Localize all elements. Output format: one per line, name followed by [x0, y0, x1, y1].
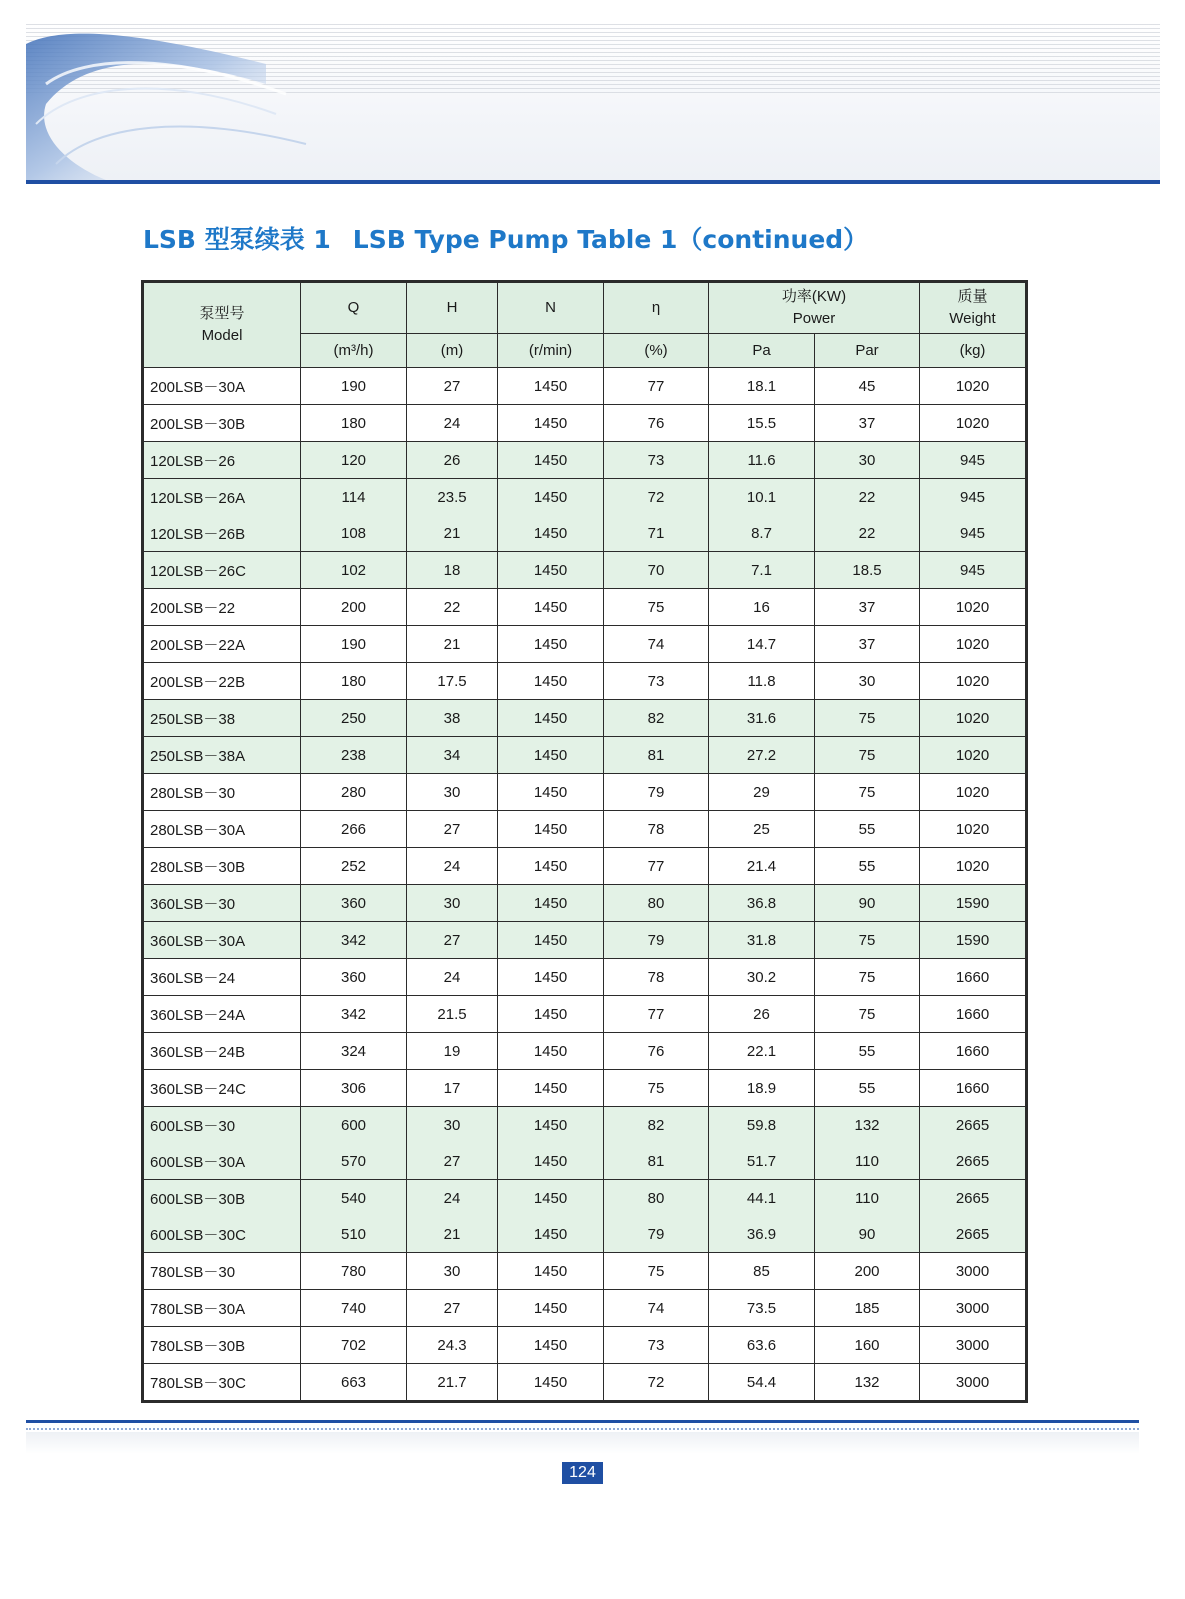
table-row	[144, 1107, 1026, 1144]
cell-eta: 75	[604, 589, 709, 626]
cell-n: 1450	[498, 479, 604, 516]
cell-eta: 82	[604, 1107, 709, 1144]
table-row	[144, 1253, 1026, 1290]
cell-q: 120	[301, 442, 407, 479]
cell-par: 132	[815, 1107, 920, 1144]
cell-n: 1450	[498, 1180, 604, 1217]
cell-weight: 1020	[920, 811, 1026, 848]
cell-h: 30	[407, 1253, 498, 1290]
cell-weight: 1020	[920, 663, 1026, 700]
header-n: N	[498, 283, 604, 334]
cell-weight: 1020	[920, 737, 1026, 774]
cell-eta: 73	[604, 1327, 709, 1364]
cell-eta: 72	[604, 479, 709, 516]
cell-eta: 73	[604, 663, 709, 700]
cell-h: 24	[407, 1180, 498, 1217]
cell-q: 102	[301, 552, 407, 589]
cell-pa: 16	[709, 589, 815, 626]
cell-h: 30	[407, 774, 498, 811]
cell-par: 55	[815, 848, 920, 885]
cell-q: 570	[301, 1143, 407, 1180]
cell-model: 200LSB－30A	[144, 368, 301, 405]
table-row	[144, 405, 1026, 442]
cell-h: 21	[407, 515, 498, 552]
footer-rule	[26, 1420, 1139, 1423]
cell-q: 510	[301, 1216, 407, 1253]
cell-n: 1450	[498, 1070, 604, 1107]
cell-eta: 79	[604, 1216, 709, 1253]
cell-weight: 3000	[920, 1253, 1026, 1290]
cell-q: 180	[301, 663, 407, 700]
cell-weight: 1020	[920, 774, 1026, 811]
table-row	[144, 811, 1026, 848]
cell-q: 108	[301, 515, 407, 552]
cell-pa: 8.7	[709, 515, 815, 552]
cell-model: 280LSB－30B	[144, 848, 301, 885]
cell-n: 1450	[498, 368, 604, 405]
cell-weight: 1020	[920, 368, 1026, 405]
cell-par: 110	[815, 1180, 920, 1217]
cell-pa: 14.7	[709, 626, 815, 663]
cell-pa: 18.1	[709, 368, 815, 405]
cell-pa: 18.9	[709, 1070, 815, 1107]
header-weight-zh: 质量	[957, 288, 988, 305]
cell-eta: 81	[604, 737, 709, 774]
header-model	[144, 283, 301, 368]
cell-weight: 2665	[920, 1143, 1026, 1180]
cell-par: 37	[815, 626, 920, 663]
cell-pa: 44.1	[709, 1180, 815, 1217]
cell-model: 600LSB－30C	[144, 1216, 301, 1253]
cell-model: 200LSB－30B	[144, 405, 301, 442]
cell-model: 600LSB－30A	[144, 1143, 301, 1180]
cell-h: 21	[407, 626, 498, 663]
cell-weight: 2665	[920, 1216, 1026, 1253]
cell-q: 238	[301, 737, 407, 774]
cell-weight: 1020	[920, 405, 1026, 442]
cell-q: 114	[301, 479, 407, 516]
table-row	[144, 589, 1026, 626]
cell-model: 360LSB－24C	[144, 1070, 301, 1107]
cell-eta: 73	[604, 442, 709, 479]
cell-par: 45	[815, 368, 920, 405]
cell-model: 360LSB－24	[144, 959, 301, 996]
cell-n: 1450	[498, 405, 604, 442]
cell-par: 75	[815, 922, 920, 959]
table-row	[144, 1290, 1026, 1327]
cell-h: 21.5	[407, 996, 498, 1033]
cell-model: 250LSB－38A	[144, 737, 301, 774]
cell-model: 360LSB－30A	[144, 922, 301, 959]
cell-h: 18	[407, 552, 498, 589]
cell-par: 75	[815, 737, 920, 774]
cell-model: 780LSB－30B	[144, 1327, 301, 1364]
header-par: Par	[815, 334, 920, 368]
cell-pa: 63.6	[709, 1327, 815, 1364]
cell-model: 360LSB－24B	[144, 1033, 301, 1070]
cell-eta: 70	[604, 552, 709, 589]
cell-model: 780LSB－30	[144, 1253, 301, 1290]
cell-pa: 11.8	[709, 663, 815, 700]
cell-eta: 76	[604, 1033, 709, 1070]
cell-h: 24	[407, 959, 498, 996]
cell-h: 27	[407, 368, 498, 405]
table-row	[144, 442, 1026, 479]
cell-n: 1450	[498, 663, 604, 700]
cell-par: 55	[815, 1033, 920, 1070]
cell-pa: 51.7	[709, 1143, 815, 1180]
cell-weight: 3000	[920, 1290, 1026, 1327]
table-row	[144, 885, 1026, 922]
cell-par: 18.5	[815, 552, 920, 589]
cell-model: 360LSB－30	[144, 885, 301, 922]
cell-q: 342	[301, 922, 407, 959]
cell-h: 26	[407, 442, 498, 479]
cell-par: 132	[815, 1364, 920, 1401]
cell-h: 30	[407, 885, 498, 922]
cell-model: 780LSB－30A	[144, 1290, 301, 1327]
table-row	[144, 1143, 1026, 1180]
cell-weight: 1020	[920, 700, 1026, 737]
cell-n: 1450	[498, 1107, 604, 1144]
cell-par: 75	[815, 774, 920, 811]
table-row	[144, 479, 1026, 516]
cell-eta: 77	[604, 848, 709, 885]
cell-weight: 1660	[920, 996, 1026, 1033]
table-row	[144, 922, 1026, 959]
title-zh: LSB 型泵续表 1	[143, 225, 331, 254]
cell-h: 38	[407, 700, 498, 737]
table-row	[144, 737, 1026, 774]
table-row	[144, 515, 1026, 552]
table-row	[144, 1216, 1026, 1253]
cell-q: 324	[301, 1033, 407, 1070]
header-h: H	[407, 283, 498, 334]
cell-q: 200	[301, 589, 407, 626]
table-header	[144, 283, 1026, 368]
cell-pa: 22.1	[709, 1033, 815, 1070]
cell-par: 90	[815, 885, 920, 922]
cell-weight: 945	[920, 552, 1026, 589]
table-row	[144, 700, 1026, 737]
cell-model: 600LSB－30	[144, 1107, 301, 1144]
cell-pa: 29	[709, 774, 815, 811]
cell-weight: 1590	[920, 922, 1026, 959]
cell-eta: 80	[604, 1180, 709, 1217]
cell-pa: 85	[709, 1253, 815, 1290]
table-row	[144, 1327, 1026, 1364]
cell-h: 17.5	[407, 663, 498, 700]
cell-pa: 36.9	[709, 1216, 815, 1253]
cell-n: 1450	[498, 1033, 604, 1070]
cell-n: 1450	[498, 552, 604, 589]
cell-n: 1450	[498, 1327, 604, 1364]
cell-h: 24	[407, 848, 498, 885]
cell-par: 55	[815, 811, 920, 848]
cell-weight: 3000	[920, 1364, 1026, 1401]
header-model-zh: 泵型号	[199, 305, 245, 322]
cell-n: 1450	[498, 589, 604, 626]
cell-h: 24	[407, 405, 498, 442]
header-eta-unit: (%)	[604, 334, 709, 368]
cell-n: 1450	[498, 959, 604, 996]
table-row	[144, 848, 1026, 885]
table-row	[144, 368, 1026, 405]
cell-pa: 31.8	[709, 922, 815, 959]
cell-eta: 80	[604, 885, 709, 922]
cell-weight: 1020	[920, 589, 1026, 626]
header-n-unit: (r/min)	[498, 334, 604, 368]
cell-h: 22	[407, 589, 498, 626]
cell-pa: 30.2	[709, 959, 815, 996]
cell-n: 1450	[498, 996, 604, 1033]
cell-eta: 79	[604, 774, 709, 811]
cell-pa: 36.8	[709, 885, 815, 922]
cell-q: 342	[301, 996, 407, 1033]
cell-pa: 31.6	[709, 700, 815, 737]
header-rule	[26, 180, 1160, 184]
cell-q: 360	[301, 959, 407, 996]
cell-n: 1450	[498, 515, 604, 552]
header-weight-en: Weight	[949, 310, 996, 327]
cell-h: 17	[407, 1070, 498, 1107]
header-q: Q	[301, 283, 407, 334]
cell-pa: 11.6	[709, 442, 815, 479]
cell-weight: 945	[920, 515, 1026, 552]
cell-pa: 26	[709, 996, 815, 1033]
cell-pa: 25	[709, 811, 815, 848]
cell-pa: 7.1	[709, 552, 815, 589]
cell-pa: 21.4	[709, 848, 815, 885]
cell-pa: 73.5	[709, 1290, 815, 1327]
cell-weight: 1020	[920, 848, 1026, 885]
cell-model: 360LSB－24A	[144, 996, 301, 1033]
header-weight	[920, 283, 1026, 334]
cell-q: 280	[301, 774, 407, 811]
cell-par: 200	[815, 1253, 920, 1290]
footer-dotted-rule	[26, 1428, 1139, 1430]
cell-q: 266	[301, 811, 407, 848]
cell-h: 21	[407, 1216, 498, 1253]
cell-n: 1450	[498, 1216, 604, 1253]
cell-model: 120LSB－26B	[144, 515, 301, 552]
table-body	[144, 368, 1026, 1401]
cell-eta: 78	[604, 959, 709, 996]
cell-n: 1450	[498, 1143, 604, 1180]
cell-par: 75	[815, 959, 920, 996]
table-row	[144, 959, 1026, 996]
cell-weight: 1660	[920, 1070, 1026, 1107]
header-h-unit: (m)	[407, 334, 498, 368]
page-number: 124	[562, 1462, 603, 1484]
cell-model: 200LSB－22	[144, 589, 301, 626]
cell-weight: 3000	[920, 1327, 1026, 1364]
cell-q: 250	[301, 700, 407, 737]
header-weight-unit: (kg)	[920, 334, 1026, 368]
cell-par: 55	[815, 1070, 920, 1107]
cell-par: 37	[815, 589, 920, 626]
table-row	[144, 663, 1026, 700]
cell-n: 1450	[498, 848, 604, 885]
cell-h: 27	[407, 922, 498, 959]
header-power-en: Power	[792, 310, 836, 327]
cell-model: 600LSB－30B	[144, 1180, 301, 1217]
cell-pa: 54.4	[709, 1364, 815, 1401]
cell-eta: 74	[604, 626, 709, 663]
cell-model: 200LSB－22B	[144, 663, 301, 700]
cell-q: 702	[301, 1327, 407, 1364]
table-row	[144, 626, 1026, 663]
cell-eta: 72	[604, 1364, 709, 1401]
cell-par: 185	[815, 1290, 920, 1327]
cell-pa: 10.1	[709, 479, 815, 516]
cell-h: 23.5	[407, 479, 498, 516]
cell-eta: 78	[604, 811, 709, 848]
cell-eta: 71	[604, 515, 709, 552]
cell-model: 120LSB－26C	[144, 552, 301, 589]
header-power-zh: 功率(KW)	[781, 288, 847, 305]
cell-par: 90	[815, 1216, 920, 1253]
cell-pa: 27.2	[709, 737, 815, 774]
table-row	[144, 996, 1026, 1033]
cell-h: 19	[407, 1033, 498, 1070]
cell-weight: 945	[920, 479, 1026, 516]
cell-eta: 76	[604, 405, 709, 442]
cell-par: 30	[815, 442, 920, 479]
table-row	[144, 1180, 1026, 1217]
cell-par: 30	[815, 663, 920, 700]
cell-q: 540	[301, 1180, 407, 1217]
cell-n: 1450	[498, 811, 604, 848]
cell-q: 190	[301, 626, 407, 663]
cell-q: 663	[301, 1364, 407, 1401]
cell-eta: 77	[604, 996, 709, 1033]
cell-weight: 2665	[920, 1107, 1026, 1144]
cell-q: 600	[301, 1107, 407, 1144]
cell-h: 34	[407, 737, 498, 774]
cell-par: 37	[815, 405, 920, 442]
cell-n: 1450	[498, 922, 604, 959]
header-swirl-graphic	[26, 24, 326, 180]
pump-table	[141, 280, 1028, 1403]
cell-q: 190	[301, 368, 407, 405]
cell-model: 200LSB－22A	[144, 626, 301, 663]
cell-model: 120LSB－26	[144, 442, 301, 479]
cell-q: 252	[301, 848, 407, 885]
cell-n: 1450	[498, 626, 604, 663]
cell-eta: 75	[604, 1070, 709, 1107]
header-power	[709, 283, 920, 334]
cell-par: 160	[815, 1327, 920, 1364]
cell-q: 180	[301, 405, 407, 442]
cell-n: 1450	[498, 885, 604, 922]
cell-q: 780	[301, 1253, 407, 1290]
cell-n: 1450	[498, 1364, 604, 1401]
cell-pa: 59.8	[709, 1107, 815, 1144]
cell-h: 27	[407, 1143, 498, 1180]
cell-weight: 1590	[920, 885, 1026, 922]
title-en: LSB Type Pump Table 1（continued）	[352, 225, 869, 254]
cell-pa: 15.5	[709, 405, 815, 442]
cell-eta: 82	[604, 700, 709, 737]
cell-q: 306	[301, 1070, 407, 1107]
cell-model: 780LSB－30C	[144, 1364, 301, 1401]
cell-model: 280LSB－30A	[144, 811, 301, 848]
cell-n: 1450	[498, 1290, 604, 1327]
cell-n: 1450	[498, 1253, 604, 1290]
cell-eta: 75	[604, 1253, 709, 1290]
cell-h: 27	[407, 1290, 498, 1327]
header-q-unit: (m³/h)	[301, 334, 407, 368]
cell-par: 22	[815, 479, 920, 516]
cell-eta: 79	[604, 922, 709, 959]
cell-model: 120LSB－26A	[144, 479, 301, 516]
table-row	[144, 1033, 1026, 1070]
cell-weight: 945	[920, 442, 1026, 479]
table-row	[144, 1364, 1026, 1401]
header-banner	[26, 24, 1160, 180]
cell-par: 110	[815, 1143, 920, 1180]
footer-band	[26, 1432, 1139, 1454]
cell-weight: 1660	[920, 959, 1026, 996]
cell-n: 1450	[498, 700, 604, 737]
table-row	[144, 1070, 1026, 1107]
cell-weight: 1660	[920, 1033, 1026, 1070]
cell-model: 250LSB－38	[144, 700, 301, 737]
cell-par: 75	[815, 700, 920, 737]
cell-h: 21.7	[407, 1364, 498, 1401]
cell-eta: 77	[604, 368, 709, 405]
cell-h: 24.3	[407, 1327, 498, 1364]
cell-weight: 2665	[920, 1180, 1026, 1217]
cell-weight: 1020	[920, 626, 1026, 663]
cell-n: 1450	[498, 442, 604, 479]
cell-n: 1450	[498, 774, 604, 811]
page-title	[143, 220, 868, 256]
cell-eta: 74	[604, 1290, 709, 1327]
header-pa: Pa	[709, 334, 815, 368]
cell-q: 740	[301, 1290, 407, 1327]
cell-eta: 81	[604, 1143, 709, 1180]
cell-h: 27	[407, 811, 498, 848]
cell-n: 1450	[498, 737, 604, 774]
cell-h: 30	[407, 1107, 498, 1144]
cell-model: 280LSB－30	[144, 774, 301, 811]
cell-par: 22	[815, 515, 920, 552]
table-row	[144, 774, 1026, 811]
cell-par: 75	[815, 996, 920, 1033]
header-model-en: Model	[201, 327, 243, 344]
cell-q: 360	[301, 885, 407, 922]
table-row	[144, 552, 1026, 589]
header-eta: η	[604, 283, 709, 334]
